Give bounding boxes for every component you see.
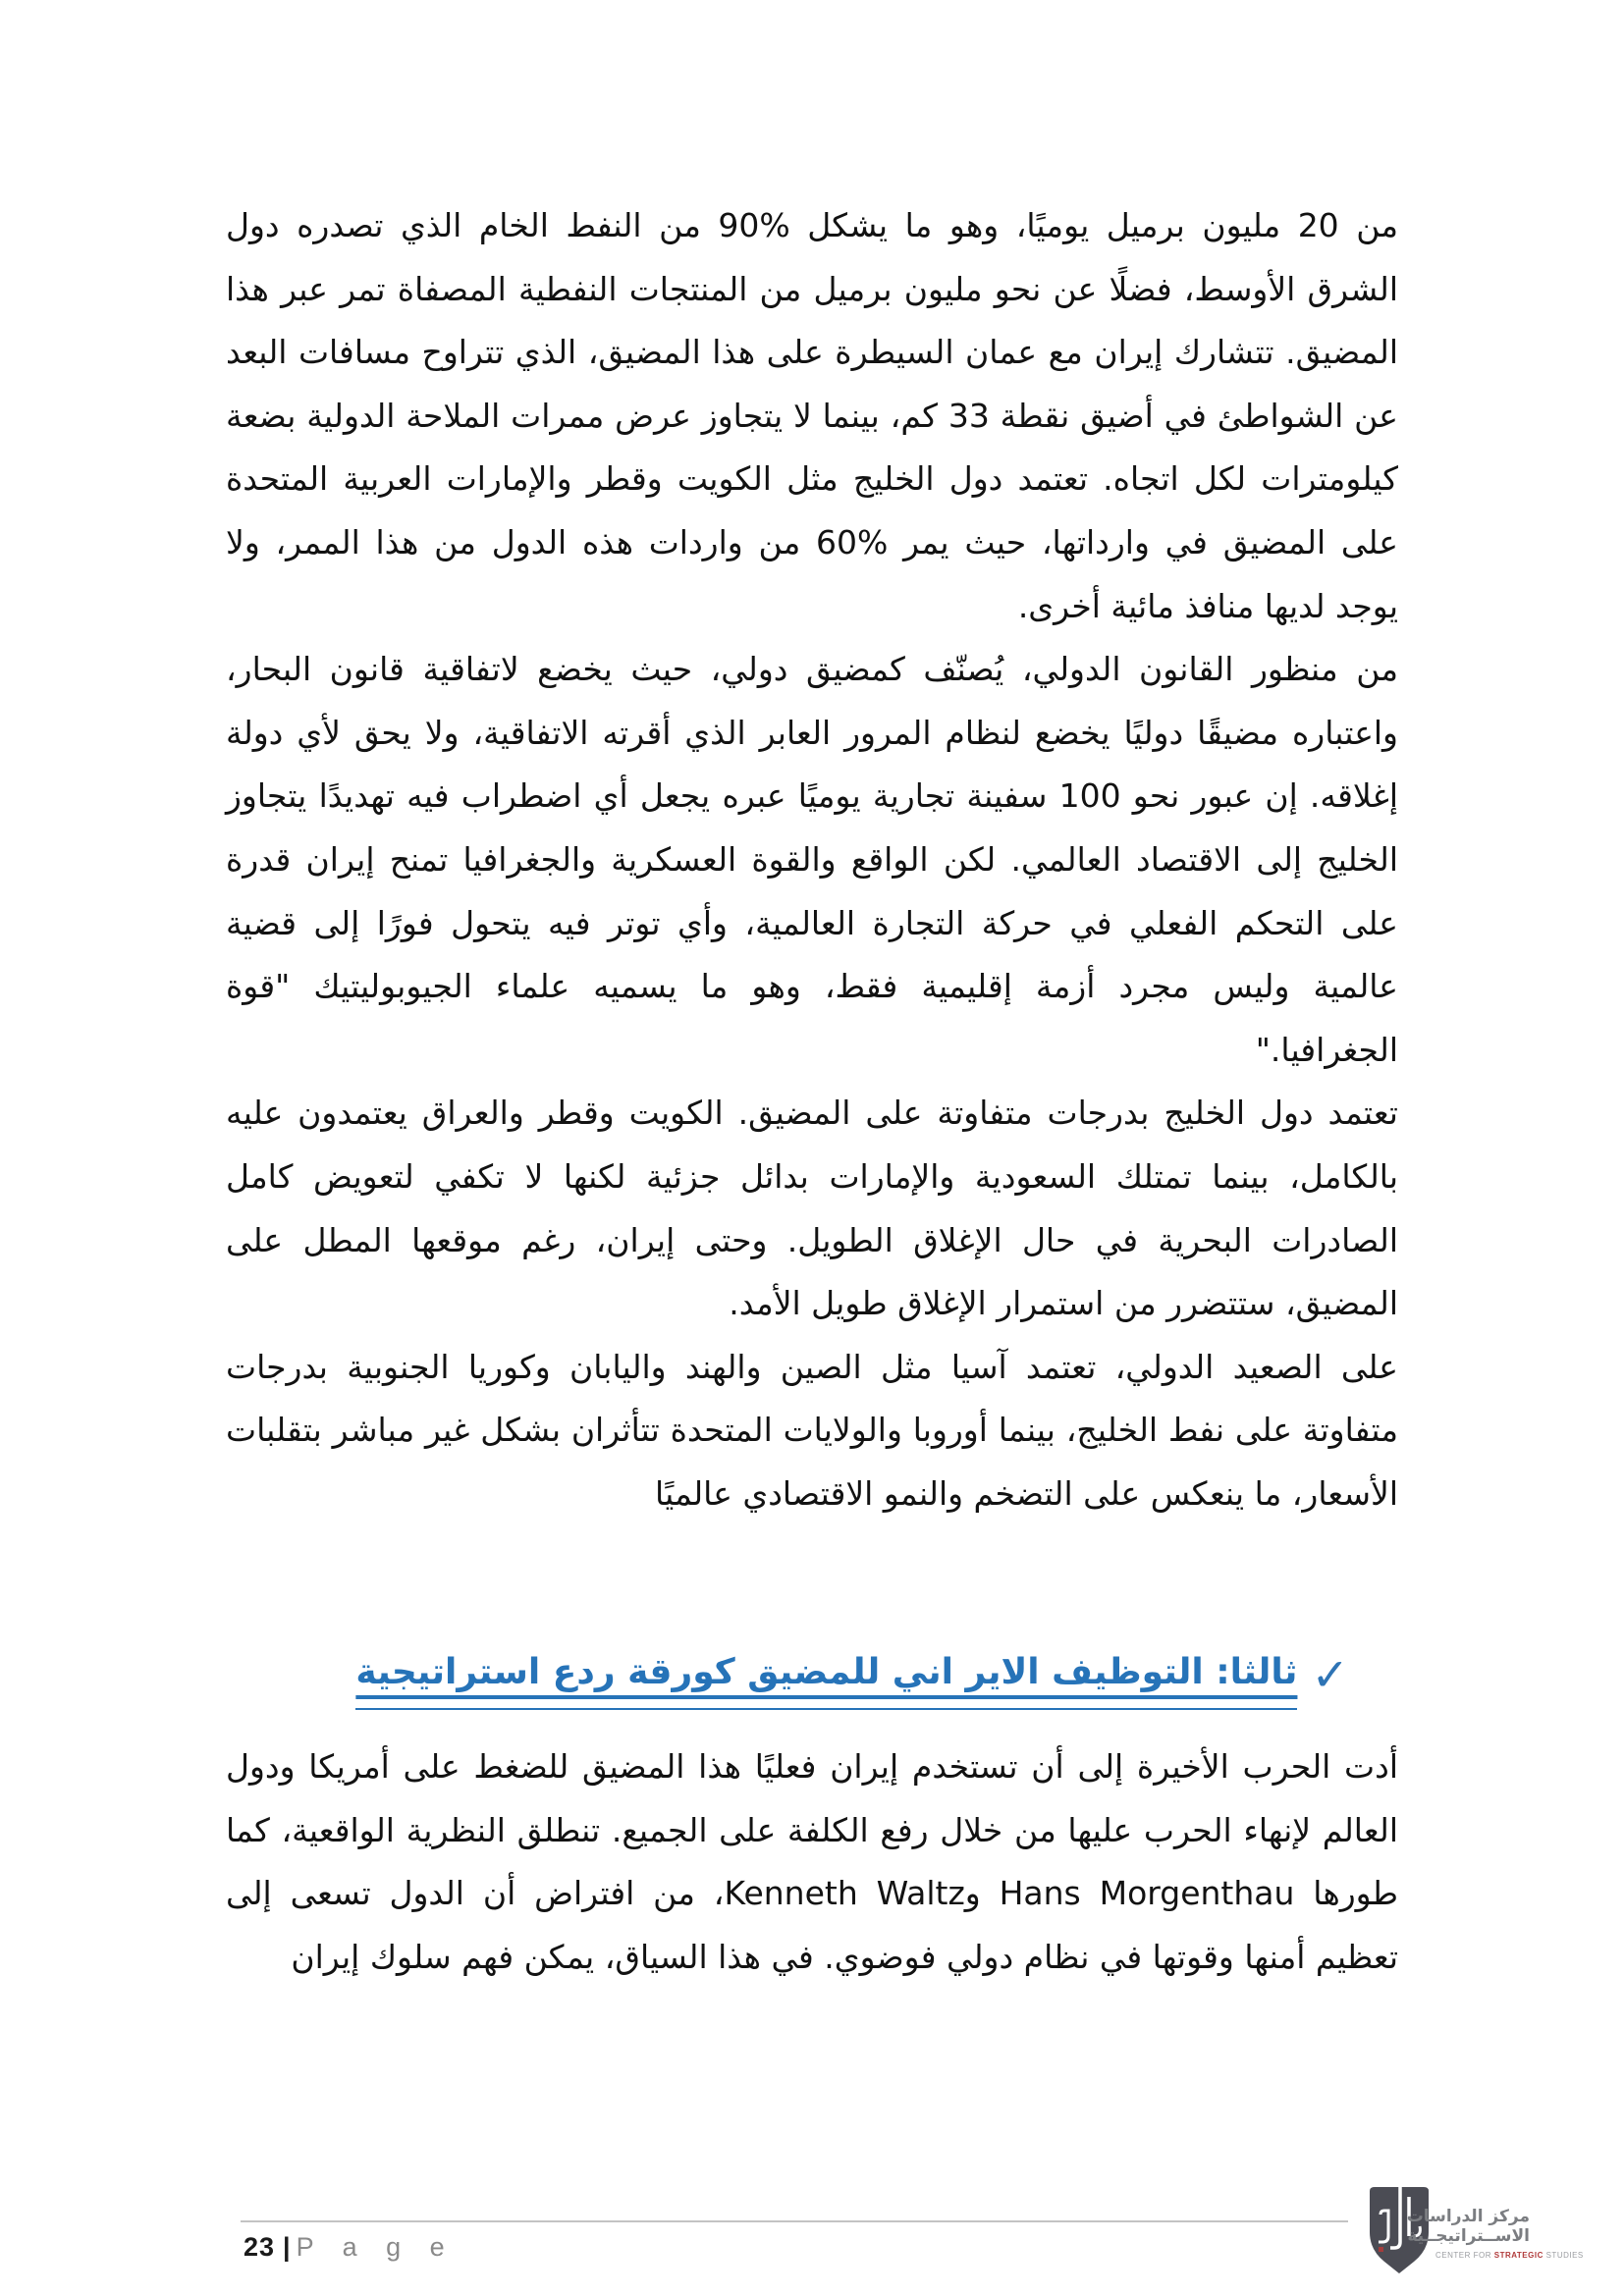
- organization-name-english-suffix: STUDIES: [1543, 2251, 1584, 2260]
- organization-name-arabic-line1: مركز الدراسات: [1406, 2207, 1530, 2226]
- footer-divider: [241, 2220, 1348, 2222]
- organization-name-arabic-line2: الاســتراتيجــية: [1407, 2226, 1530, 2246]
- paragraph-global-impact: على الصعيد الدولي، تعتمد آسيا مثل الصين والهند واليابان وكوريا الجنوبية بدرجات متفاوتة على نفط الخليج، بينما أوروبا والولايات المتحدة تتأثران بشكل غير مباشر بتقلبات الأسعار، ما ينعكس على التضخم والنمو الاقتصادي عالميًا: [226, 1347, 1398, 1513]
- body-text: [226, 194, 1398, 1990]
- page-number-label: [244, 2232, 456, 2263]
- paragraph-gulf-dependence: تعتمد دول الخليج بدرجات متفاوتة على المضيق. الكويت وقطر والعراق يعتمدون عليه بالكامل، بينما تمتلك السعودية والإمارات بدائل جزئية لكنها لا تكفي لتعويض كامل الصادرات البحرية في حال الإغلاق الطويل. وحتى إيران، رغم موقعها المطل على المضيق، ستتضرر من استمرار الإغلاق طويل الأمد.: [226, 1094, 1398, 1323]
- organization-name-english-highlight: STRATEGIC: [1493, 2251, 1543, 2260]
- section-heading-title: ثالثا: التوظيف الاير اني للمضيق كورقة ردع استراتيجية: [355, 1652, 1297, 1710]
- paragraph-realist-theory: أدت الحرب الأخيرة إلى أن تستخدم إيران فعليًا هذا المضيق للضغط على أمريكا ودول العالم لإنهاء الحرب عليها من خلال رفع الكلفة على الجميع. تنطلق النظرية الواقعية، كما طورها Hans Morgenthau وKenneth Waltz، من افتراض أن الدول تسعى إلى تعظيم أمنها وقوتها في نظام دولي فوضوي. في هذا السياق، يمكن فهم سلوك إيران: [226, 1747, 1398, 1977]
- checkmark-icon: ✓: [1311, 1647, 1349, 1701]
- page-number-separator: |: [283, 2232, 291, 2262]
- organization-name-english-prefix: CENTER FOR: [1435, 2251, 1494, 2260]
- organization-name: [1406, 2207, 1584, 2260]
- page-number: 23: [244, 2232, 276, 2262]
- organization-logo: [1367, 2185, 1584, 2275]
- section-heading: [226, 1641, 1349, 1706]
- organization-name-english: [1435, 2251, 1584, 2260]
- page-word: P a g e: [296, 2232, 456, 2262]
- paragraph-oil-volumes: من 20 مليون برميل يوميًا، وهو ما يشكل %90 من النفط الخام الذي تصدره دول الشرق الأوسط، فضلًا عن نحو مليون برميل من المنتجات النفطية المصفاة تمر عبر هذا المضيق. تتشارك إيران مع عمان السيطرة على هذا المضيق، الذي تتراوح مسافات البعد عن الشواطئ في أضيق نقطة 33 كم، بينما لا يتجاوز عرض ممرات الملاحة الدولية بضعة كيلومترات لكل اتجاه. تعتمد دول الخليج مثل الكويت وقطر والإمارات العربية المتحدة على المضيق في وارداتها، حيث يمر %60 من واردات هذه الدول من هذا الممر، ولا يوجد لديها منافذ مائية أخرى.: [226, 206, 1398, 625]
- paragraph-international-law: من منظور القانون الدولي، يُصنّف كمضيق دولي، حيث يخضع لاتفاقية قانون البحار، واعتباره مضيقًا دوليًا يخضع لنظام المرور العابر الذي أقرته الاتفاقية، ولا يحق لأي دولة إغلاقه. إن عبور نحو 100 سفينة تجارية يوميًا عبره يجعل أي اضطراب فيه تهديدًا يتجاوز الخليج إلى الاقتصاد العالمي. لكن الواقع والقوة العسكرية والجغرافيا تمنح إيران قدرة على التحكم الفعلي في حركة التجارة العالمية، وأي توتر فيه يتحول فورًا إلى قضية عالمية وليس مجرد أزمة إقليمية فقط، وهو ما يسميه علماء الجيوبوليتيك "قوة الجغرافيا.": [226, 650, 1399, 1069]
